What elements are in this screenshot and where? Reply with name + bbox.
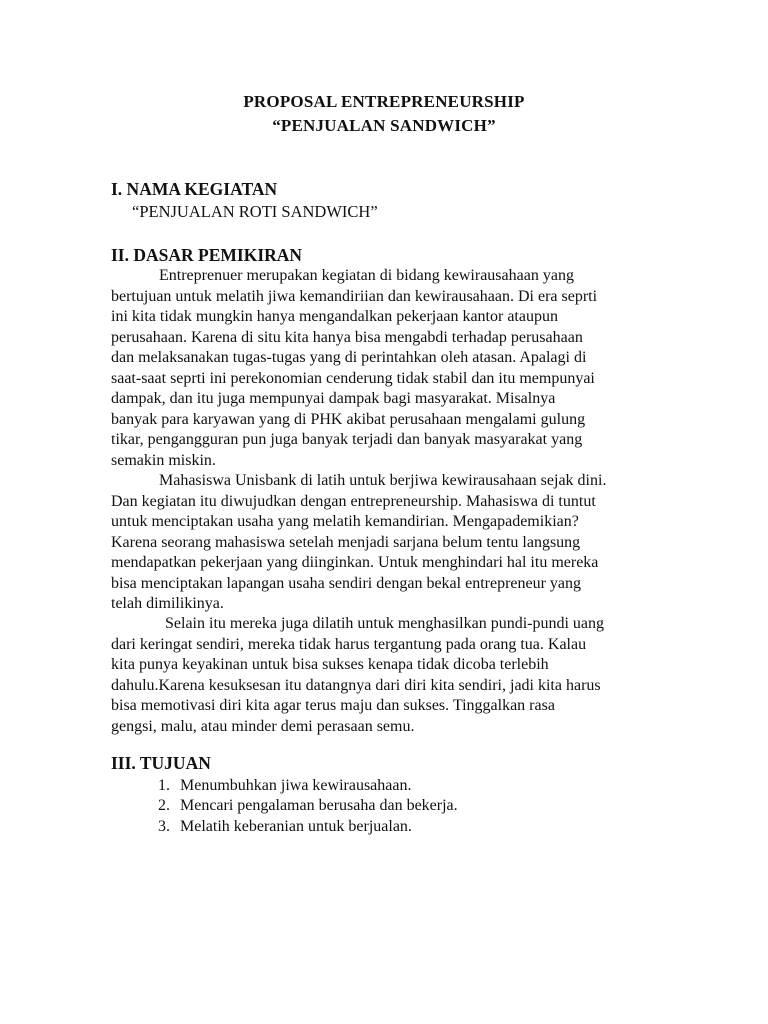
list-item — [158, 777, 411, 795]
list-item — [158, 818, 412, 836]
paragraph-line: dahulu.Karena kesuksesan itu datangnya dari diri kita sendiri, jadi kita harus — [111, 676, 601, 694]
paragraph-line: kita punya keyakinan untuk bisa sukses kenapa tidak dicoba terlebih — [111, 656, 549, 673]
paragraph-line: untuk menciptakan usaha yang melatih kemandirian. Mengapademikian? — [111, 513, 579, 530]
paragraph-line: telah dimilikinya. — [111, 595, 224, 612]
list-number: 2. — [158, 797, 170, 814]
list-number: 1. — [158, 777, 170, 794]
paragraph-line: banyak para karyawan yang di PHK akibat perusahaan mengalami gulung — [111, 410, 586, 428]
paragraph-2 — [111, 471, 657, 615]
list-text: Mencari pengalaman berusaha dan bekerja. — [180, 797, 458, 814]
section-heading-nama-kegiatan: I. NAMA KEGIATAN — [111, 179, 278, 199]
section-heading-dasar-pemikiran: II. DASAR PEMIKIRAN — [111, 245, 303, 265]
list-item — [158, 797, 458, 815]
paragraph-line: bisa menciptakan lapangan usaha sendiri dengan bekal entrepreneur yang — [111, 574, 582, 592]
paragraph-line: Dan kegiatan itu diwujudkan dengan entrepreneurship. Mahasiswa di tuntut — [111, 492, 596, 510]
document-title-line1: PROPOSAL ENTREPRENEURSHIP — [243, 92, 525, 111]
paragraph-line: dari keringat sendiri, mereka tidak harus tergantung pada orang tua. Kalau — [111, 635, 587, 653]
paragraph-line: bertujuan untuk melatih jiwa kemandiriian dan kewirausahaan. Di era seprti — [111, 287, 598, 305]
paragraph-line: bisa memotivasi diri kita agar terus maju dan sukses. Tinggalkan rasa — [111, 697, 555, 714]
paragraph-line: dampak, dan itu juga mempunyai dampak bagi masyarakat. Misalnya — [111, 390, 556, 407]
paragraph-line: perusahaan. Karena di situ kita hanya bisa mengabdi terhadap perusahaan — [111, 328, 583, 346]
paragraph-line: Selain itu mereka juga dilatih untuk menghasilkan pundi-pundi uang — [165, 615, 605, 632]
paragraph-line: mendapatkan pekerjaan yang diinginkan. Untuk menghindari hal itu mereka — [111, 554, 599, 571]
section-heading-tujuan: III. TUJUAN — [111, 753, 211, 773]
document-title-line2: “PENJUALAN SANDWICH” — [272, 116, 496, 135]
paragraph-line: Entreprenuer merupakan kegiatan di bidang kewirausahaan yang — [159, 267, 574, 284]
paragraph-line: dan melaksanakan tugas-tugas yang di perintahkan oleh atasan. Apalagi di — [111, 349, 587, 366]
paragraph-line: ini kita tidak mungkin hanya mengandalkan pekerjaan kantor ataupun — [111, 308, 558, 325]
paragraph-3 — [111, 614, 657, 737]
paragraph-line: semakin miskin. — [111, 451, 216, 469]
paragraph-line: saat-saat seprti ini perekonomian cenderung tidak stabil dan itu mempunyai — [111, 369, 595, 387]
list-text: Menumbuhkan jiwa kewirausahaan. — [180, 777, 412, 794]
paragraph-line: Mahasiswa Unisbank di latih untuk berjiwa kewirausahaan sejak dini. — [159, 472, 607, 489]
activity-name: “PENJUALAN ROTI SANDWICH” — [132, 202, 378, 221]
paragraph-line: gengsi, malu, atau minder demi perasaan semu. — [111, 717, 415, 735]
paragraph-1 — [111, 266, 657, 471]
list-number: 3. — [158, 818, 170, 835]
paragraph-line: tikar, pengangguran pun juga banyak terjadi dan banyak masyarakat yang — [111, 431, 583, 448]
paragraph-line: Karena seorang mahasiswa setelah menjadi sarjana belum tentu langsung — [111, 533, 581, 551]
list-text: Melatih keberanian untuk berjualan. — [180, 818, 412, 835]
